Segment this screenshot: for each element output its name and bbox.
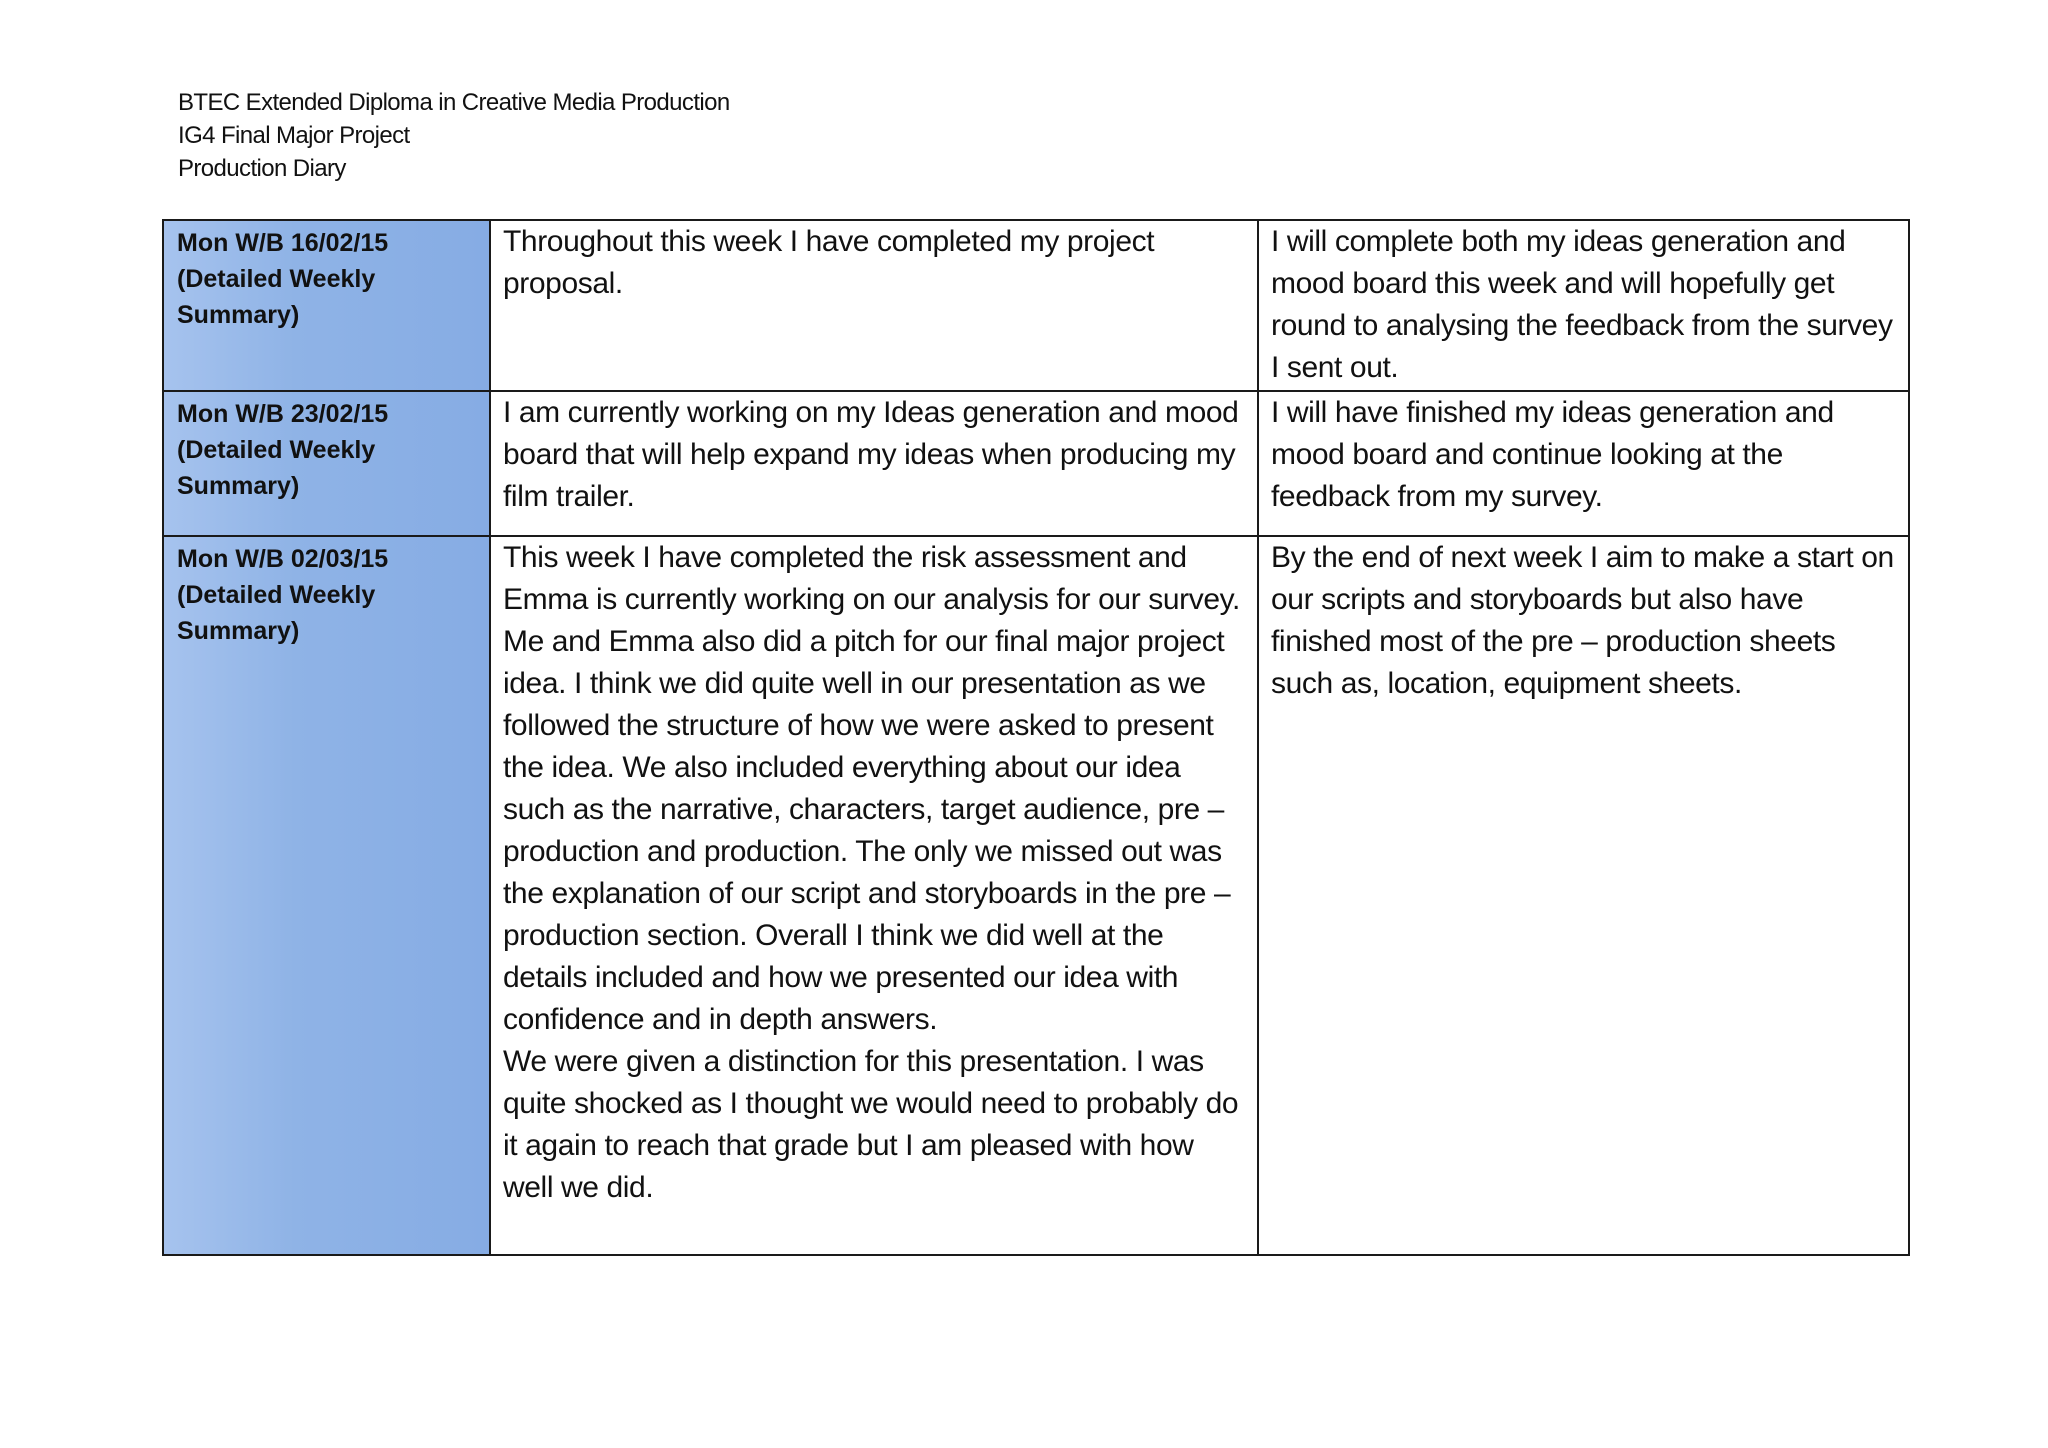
week-date: Mon W/B 23/02/15 [177, 400, 389, 428]
week-cell [163, 536, 490, 1255]
week-cell [163, 391, 490, 536]
course-title: BTEC Extended Diploma in Creative Media Production [178, 89, 730, 116]
this-week-extra-text: We were given a distinction for this presentation. I was quite shocked as I thought we would need to probably do it again to reach that grade but I am pleased with how well we did. [503, 1045, 1239, 1204]
document-header [178, 86, 730, 185]
this-week-cell [490, 536, 1258, 1255]
week-date: Mon W/B 02/03/15 [177, 545, 389, 573]
table-row [163, 391, 1909, 536]
next-week-cell [1258, 220, 1909, 391]
summary-label: (Detailed Weekly Summary) [177, 436, 376, 500]
week-cell [163, 220, 490, 391]
this-week-text: Throughout this week I have completed my project proposal. [503, 225, 1155, 300]
summary-label: (Detailed Weekly Summary) [177, 265, 376, 329]
table-row [163, 220, 1909, 391]
this-week-text: This week I have completed the risk assessment and Emma is currently working on our analysis for our survey. Me and Emma also did a pitch for our final major project idea. I think we did quite well in our presentation as we followed the structure of how we were asked to present the idea. We also included everything about our idea such as the narrative, characters, target audience, pre – production and production. The only we missed out was the explanation of our script and storyboards in the pre – production section. Overall I think we did well at the details included and how we presented our idea with confidence and in depth answers. [503, 541, 1240, 1036]
project-title: IG4 Final Major Project [178, 122, 410, 149]
summary-label: (Detailed Weekly Summary) [177, 581, 376, 645]
production-diary-table [162, 219, 1910, 1256]
next-week-text: I will complete both my ideas generation and mood board this week and will hopefully get round to analysing the feedback from the survey I sent out. [1271, 225, 1893, 384]
document-title: Production Diary [178, 155, 346, 182]
next-week-text: I will have finished my ideas generation and mood board and continue looking at the feedback from my survey. [1271, 396, 1834, 513]
week-date: Mon W/B 16/02/15 [177, 229, 389, 257]
this-week-text: I am currently working on my Ideas generation and mood board that will help expand my ideas when producing my film trailer. [503, 396, 1239, 513]
next-week-text: By the end of next week I aim to make a start on our scripts and storyboards but also have finished most of the pre – production sheets such as, location, equipment sheets. [1271, 541, 1894, 700]
table-row [163, 536, 1909, 1255]
next-week-cell [1258, 391, 1909, 536]
this-week-cell [490, 391, 1258, 536]
this-week-cell [490, 220, 1258, 391]
next-week-cell [1258, 536, 1909, 1255]
